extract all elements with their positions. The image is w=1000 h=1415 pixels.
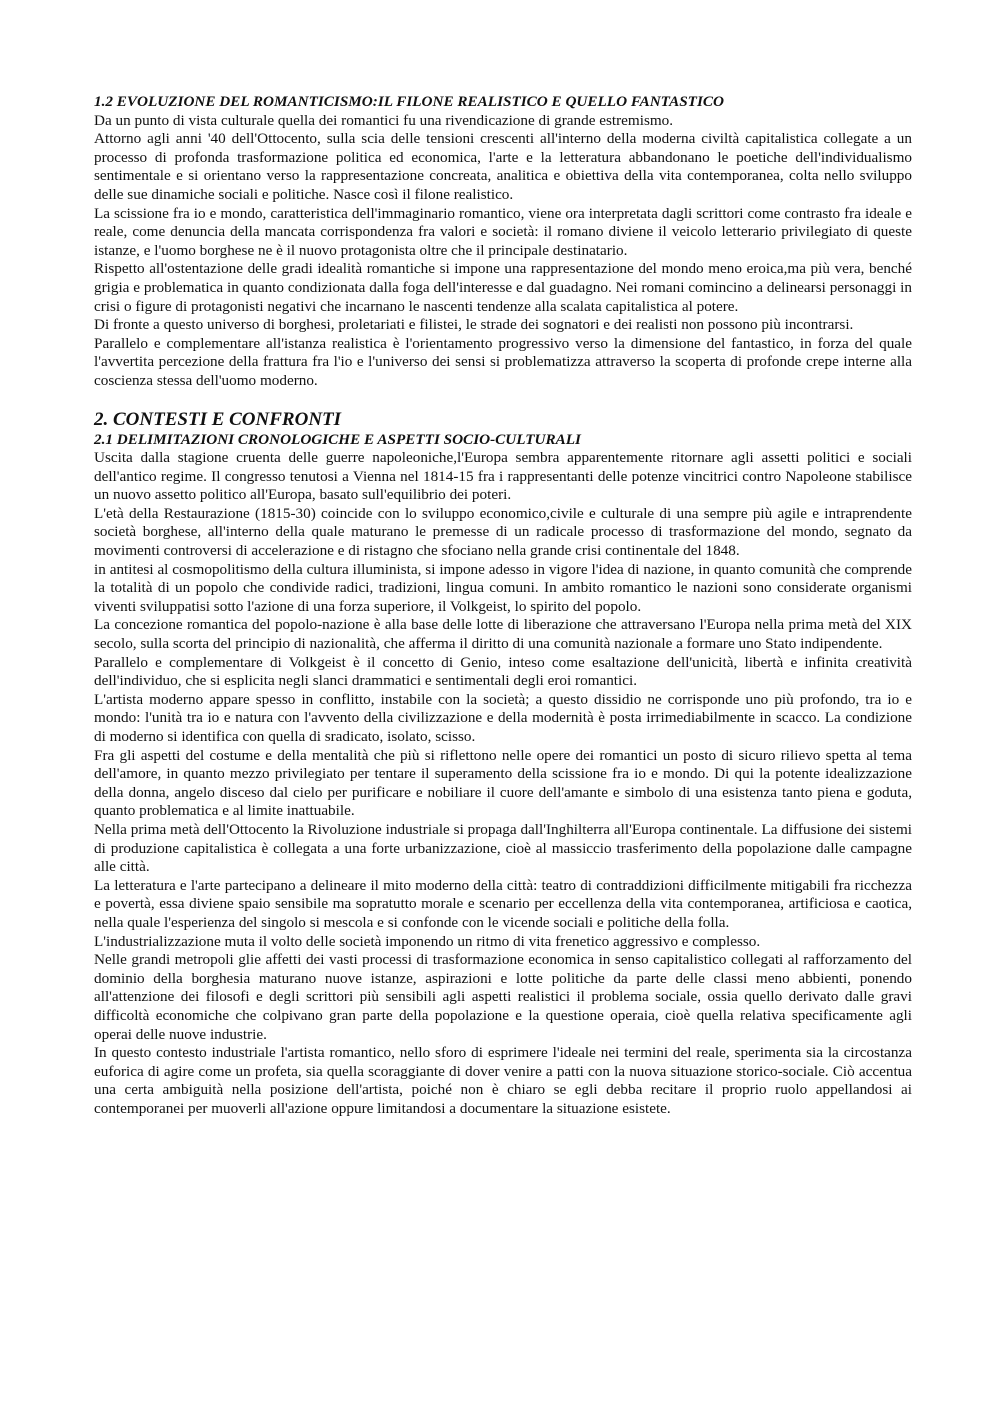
paragraph: Rispetto all'ostentazione delle gradi idealità romantiche si impone una rappresentazione del mondo meno eroica,ma più vera, benché grigia e problematica in quanto condizionata dalla foga dell'interesse e dal guadagno. Nei romani comincino a delinearsi personaggi in crisi o figure di protagonisti negativi che incarnano le nascenti tendenze alla scalata capitalistica al potere. — [94, 260, 912, 315]
paragraph: in antitesi al cosmopolitismo della cultura illuminista, si impone adesso in vigore l'idea di nazione, in quanto comunità che comprende la totalità di un popolo che condivide radici, tradizioni, lingua comuni. In ambito romantico le nazioni sono considerate organismi viventi sviluppatisi sotto l'azione di una forza superiore, il Volkgeist, lo spirito del popolo. — [94, 560, 912, 615]
paragraph: L'industrializzazione muta il volto delle società imponendo un ritmo di vita frenetico aggressivo e complesso. — [94, 932, 761, 950]
paragraph: Attorno agli anni '40 dell'Ottocento, sulla scia delle tensioni crescenti all'interno della moderna civiltà capitalistica collegate a un processo di profonda trasformazione politica ed economica, l'arte e la letteratura abbandonano le poetiche dell'individualismo sentimentale e si orientano verso la rappresentazione concreata, analitica e obiettiva della vita contemporanea, colta nello sviluppo delle sue dinamiche sociali e politiche. Nasce così il filone realistico. — [94, 130, 912, 203]
paragraph: L'età della Restaurazione (1815-30) coincide con lo sviluppo economico,civile e culturale di una sempre più agile e intraprendente società borghese, all'interno della quale maturano le premesse di un radicale processo di trasformazione del mondo, segnato da movimenti controversi di accelerazione e di ristagno che sfociano nella grande crisi continentale del 1848. — [94, 504, 912, 560]
section-2-1-body — [94, 449, 912, 1118]
section-heading-2: 2. CONTESTI E CONFRONTI — [94, 408, 342, 430]
section-heading-2-1: 2.1 DELIMITAZIONI CRONOLOGICHE E ASPETTI SOCIO-CULTURALI — [94, 430, 581, 448]
section-heading-1-2: 1.2 EVOLUZIONE DEL ROMANTICISMO:IL FILONE REALISTICO E QUELLO FANTASTICO — [94, 93, 724, 110]
paragraph: Nella prima metà dell'Ottocento la Rivoluzione industriale si propaga dall'Inghilterra all'Europa continentale. La diffusione dei sistemi di produzione capitalistica è collegata a una forte urbanizzazione, cioè al massiccio trasferimento della popolazione dalle campagne alle città. — [94, 820, 912, 876]
paragraph: Parallelo e complementare di Volkgeist è il concetto di Genio, inteso come esaltazione dell'unicità, libertà e infinita creatività dell'individuo, che si esplicita negli slanci drammatici e sentimentali degli eroi romantici. — [94, 653, 912, 690]
section-1-2-body — [94, 112, 912, 391]
paragraph: Da un punto di vista culturale quella dei romantici fu una rivendicazione di grande estremismo. — [94, 111, 674, 129]
paragraph: La scissione fra io e mondo, caratteristica dell'immaginario romantico, viene ora interpretata dagli scrittori come contrasto fra ideale e reale, come denuncia della mancata corrispondenza fra valori e società: il romano diviene il veicolo letterario privilegiato di queste istanze, e l'uomo borghese ne è il nuovo protagonista oltre che il principale destinatario. — [94, 204, 912, 259]
paragraph: Fra gli aspetti del costume e della mentalità che più si riflettono nelle opere dei romantici un posto di sicuro rilievo spetta al tema dell'amore, in quanto mezzo privilegiato per tentare il superamento della scissione fra io e mondo. Di qui la potente idealizzazione della donna, angelo disceso dal cielo per purificare e nobiliare il cuore dell'amante e simbolo di una esistenza tanto piena e goduta, quanto problematica e al limite inattuabile. — [94, 746, 912, 820]
paragraph: La letteratura e l'arte partecipano a delineare il mito moderno della città: teatro di contraddizioni difficilmente mitigabili fra ricchezza e povertà, essa diviene spaio sensibile ma sopratutto morale e scenario per eccellenza della vita contemporanea, artificiosa e caotica, nella quale l'esperienza del singolo si mescola e si confonde con le vicende sociali e politiche della folla. — [94, 876, 912, 931]
document-page — [94, 93, 912, 1118]
paragraph: In questo contesto industriale l'artista romantico, nello sforo di esprimere l'ideale nei termini del reale, sperimenta sia la circostanza euforica di agire come un profeta, sia quella scoraggiante di dover venire a patti con la nuova situazione storico-sociale. Ciò accentua una certa ambiguità nella posizione dell'artista, poiché non è chiaro se egli debba recitare il proprio ruolo appellandosi ai contemporanei per muoverli all'azione oppure limitandosi a documentare la situazione esistete. — [94, 1044, 912, 1117]
paragraph: Parallelo e complementare all'istanza realistica è l'orientamento progressivo verso la dimensione del fantastico, in forza del quale l'avvertita percezione della frattura fra l'io e l'universo dei sensi si problematizza attraverso la scoperta di profonde crepe interne alla coscienza stessa dell'uomo moderno. — [94, 334, 912, 389]
paragraph: L'artista moderno appare spesso in conflitto, instabile con la società; a questo dissidio ne corrisponde uno più profondo, tra io e mondo: l'unità tra io e natura con l'avvento della civilizzazione e della modernità è posta irrimediabilmente in scacco. La condizione di moderno si identifica con quella di sradicato, isolato, scisso. — [94, 690, 912, 745]
paragraph: Uscita dalla stagione cruenta delle guerre napoleoniche,l'Europa sembra apparentemente ritornare agli assetti politici e sociali dell'antico regime. Il congresso tenutosi a Vienna nel 1814-15 fra i rappresentanti delle potenze vincitrici contro Napoleone stabilisce un nuovo assetto politico all'Europa, basato sull'equilibrio dei poteri. — [94, 449, 912, 504]
paragraph: Di fronte a questo universo di borghesi, proletariati e filistei, le strade dei sognatori e dei realisti non possono più incontrarsi. — [94, 316, 854, 334]
paragraph: La concezione romantica del popolo-nazione è alla base delle lotte di liberazione che attraversano l'Europa nella prima metà del XIX secolo, sulla scorta del principio di nazionalità, che afferma il diritto di una comunità nazionale a formare uno Stato indipendente. — [94, 616, 912, 653]
paragraph: Nelle grandi metropoli glie affetti dei vasti processi di trasformazione economica in senso capitalistico collegati al rafforzamento del dominio della borghesia maturano nuove istanze, aspirazioni e lotte politiche da parte delle classi meno abbienti, ponendo all'attenzione dei filosofi e degli scrittori più sensibili agli aspetti realistici il problema sociale, ossia quello derivato dalle gravi difficoltà economiche che colpivano gran parte della popolazione e la questione operaia, cioè quella relativa specificamente agli operai delle nuove industrie. — [94, 951, 912, 1043]
